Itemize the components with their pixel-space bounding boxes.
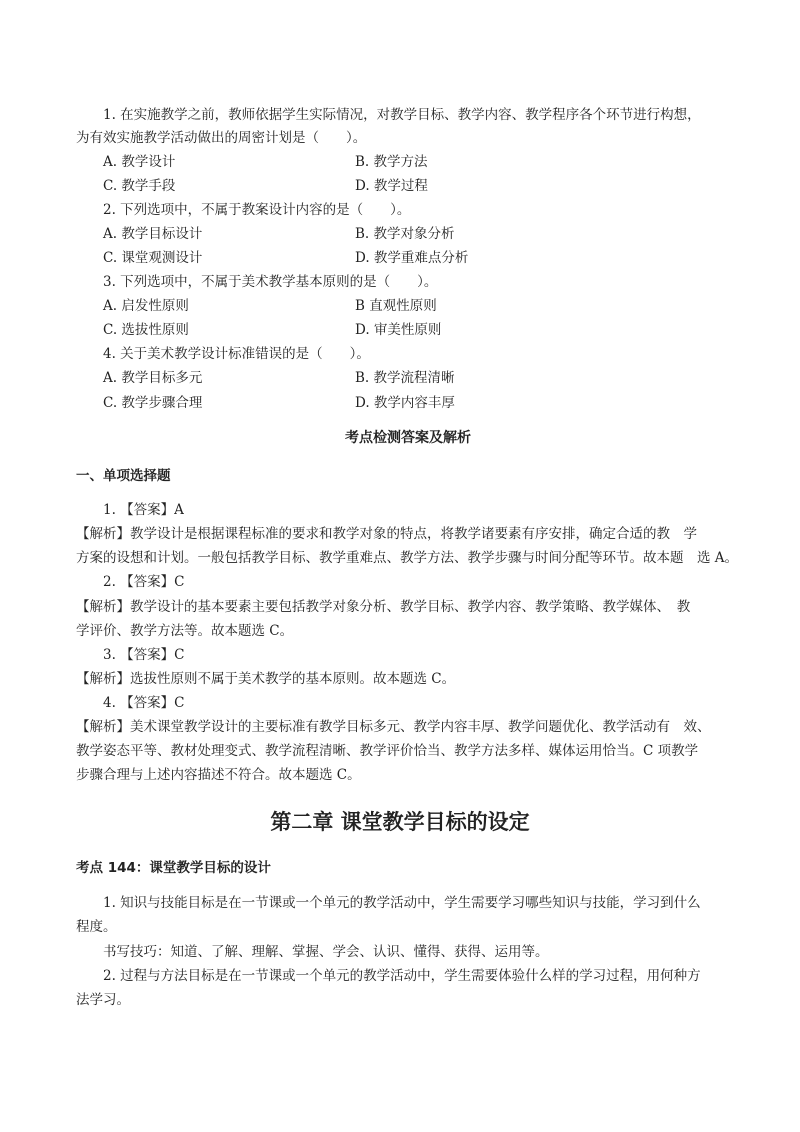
analysis-4-line-1: 【解析】美术课堂教学设计的主要标准有教学目标多元、教学内容丰厚、教学问题优化、教学活动有 效、 bbox=[76, 719, 711, 735]
question-4-line-1: 4. 关于美术教学设计标准错误的是（ ）。 bbox=[103, 346, 370, 362]
question-2-option-b: B. 教学对象分析 bbox=[355, 226, 455, 242]
question-4-option-a: A. 教学目标多元 bbox=[103, 370, 203, 386]
question-4-option-c: C. 教学步骤合理 bbox=[103, 395, 203, 411]
analysis-2-line-2: 学评价、教学方法等。故本题选 C。 bbox=[76, 623, 294, 639]
answer-3: 3. 【答案】C bbox=[103, 647, 185, 663]
question-4-option-b: B. 教学流程清晰 bbox=[355, 370, 455, 386]
question-3-option-c: C. 选拔性原则 bbox=[103, 322, 189, 338]
answer-2: 2. 【答案】C bbox=[103, 574, 185, 590]
body-line-3: 书写技巧：知道、了解、理解、掌握、学会、认识、懂得、获得、运用等。 bbox=[103, 944, 549, 960]
question-2-option-c: C. 课堂观测设计 bbox=[103, 250, 203, 266]
answer-1: 1. 【答案】A bbox=[103, 502, 184, 518]
question-3-line-1: 3. 下列选项中，不属于美术教学基本原则的是（ ）。 bbox=[103, 274, 438, 290]
question-2-option-d: D. 教学重难点分析 bbox=[355, 250, 469, 266]
question-1-line-1: 1. 在实施教学之前，教师依据学生实际情况，对教学目标、教学内容、教学程序各个环节进行构想， bbox=[103, 107, 701, 123]
body-line-1: 1. 知识与技能目标是在一节课或一个单元的教学活动中，学生需要学习哪些知识与技能，学习到什么 bbox=[103, 895, 701, 911]
question-3-option-b: B 直观性原则 bbox=[355, 298, 437, 314]
question-1-option-c: C. 教学手段 bbox=[103, 178, 176, 194]
question-3-option-a: A. 启发性原则 bbox=[103, 298, 189, 314]
section-heading: 一、单项选择题 bbox=[76, 468, 171, 484]
question-3-option-d: D. 审美性原则 bbox=[355, 322, 442, 338]
analysis-2-line-1: 【解析】教学设计的基本要素主要包括教学对象分析、教学目标、教学内容、教学策略、教学媒体、 教 bbox=[76, 599, 691, 615]
question-1-option-b: B. 教学方法 bbox=[355, 154, 428, 170]
question-4-option-d: D. 教学内容丰厚 bbox=[355, 395, 455, 411]
body-line-2: 程度。 bbox=[76, 919, 117, 935]
body-line-4: 2. 过程与方法目标是在一节课或一个单元的教学活动中，学生需要体验什么样的学习过程，用何种方 bbox=[103, 968, 701, 984]
analysis-1-line-2: 方案的设想和计划。一般包括教学目标、教学重难点、教学方法、教学步骤与时间分配等环节。故本题 选 A。 bbox=[76, 550, 739, 566]
answers-title: 考点检测答案及解析 bbox=[345, 430, 471, 446]
analysis-1-line-1: 【解析】教学设计是根据课程标准的要求和教学对象的特点，将教学诸要素有序安排，确定合适的教 学 bbox=[76, 526, 697, 542]
body-line-5: 法学习。 bbox=[76, 992, 130, 1008]
question-1-option-a: A. 教学设计 bbox=[103, 154, 176, 170]
kaodian-title: 考点 144：课堂教学目标的设计 bbox=[76, 860, 271, 876]
chapter-title: 第二章 课堂教学目标的设定 bbox=[270, 810, 530, 834]
analysis-4-line-2: 教学姿态平等、教材处理变式、教学流程清晰、教学评价恰当、教学方法多样、媒体运用恰当。C 项教学 bbox=[76, 743, 699, 759]
analysis-4-line-3: 步骤合理与上述内容描述不符合。故本题选 C。 bbox=[76, 767, 361, 783]
question-1-line-2: 为有效实施教学活动做出的周密计划是（ ）。 bbox=[76, 130, 367, 146]
answer-4: 4. 【答案】C bbox=[103, 695, 185, 711]
question-2-line-1: 2. 下列选项中，不属于教案设计内容的是（ ）。 bbox=[103, 202, 411, 218]
question-1-option-d: D. 教学过程 bbox=[355, 178, 428, 194]
question-2-option-a: A. 教学目标设计 bbox=[103, 226, 203, 242]
analysis-3-line-1: 【解析】选拔性原则不属于美术教学的基本原则。故本题选 C。 bbox=[76, 671, 456, 687]
